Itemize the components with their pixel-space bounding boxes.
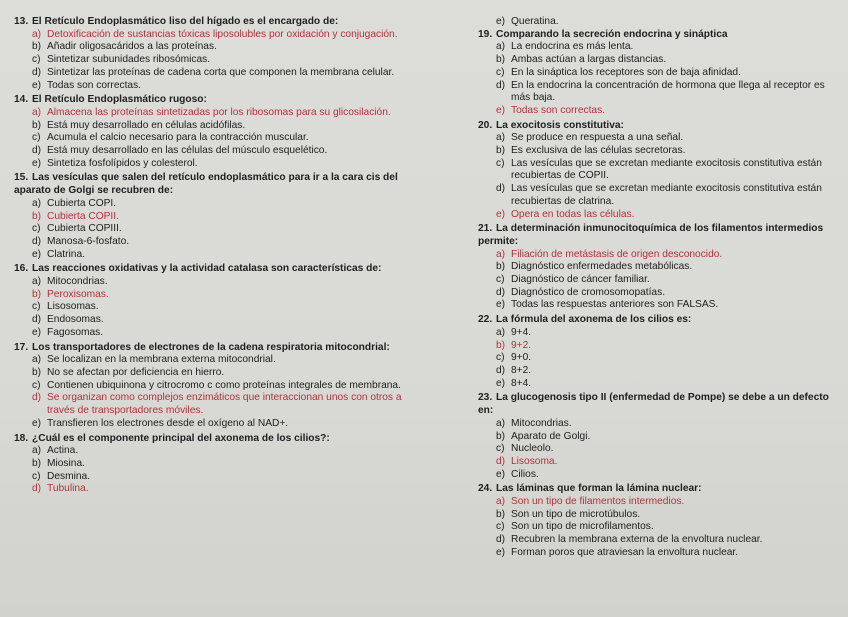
option-letter: a) [496, 496, 506, 508]
answer-option [32, 211, 419, 224]
option-text: Sintetiza fosfolípidos y colesterol. [47, 157, 198, 169]
question-block [478, 120, 844, 222]
option-text: Peroxisomas. [47, 288, 109, 300]
option-text: Sintetizar las proteínas de cadena corta que componen la membrana celular. [47, 66, 395, 78]
question-text [14, 16, 419, 29]
option-text: Son un tipo de filamentos intermedios. [511, 496, 685, 508]
option-letter: c) [496, 443, 505, 455]
question-number: 15. [14, 172, 29, 184]
option-text: Son un tipo de microfilamentos. [511, 521, 654, 533]
answer-option [32, 198, 419, 211]
option-letter: b) [496, 145, 506, 157]
option-letter: e) [496, 16, 506, 27]
option-letter: c) [496, 274, 505, 286]
question-text [14, 263, 419, 276]
answer-option [32, 223, 419, 236]
option-text: Almacena las proteínas sintetizadas por los ribosomas para su glicosilación. [47, 106, 391, 118]
question-text [478, 392, 844, 417]
answer-option [32, 367, 419, 380]
option-letter: d) [496, 534, 506, 546]
option-letter: a) [496, 248, 506, 260]
question-block [478, 223, 844, 312]
option-letter: a) [32, 106, 42, 118]
answer-option [32, 80, 419, 93]
option-text: Sintetizar subunidades ribosómicas. [47, 54, 211, 66]
option-text: Cubierta COPII. [47, 210, 119, 222]
option-text: En la endocrina la concentración de hormona que llega al receptor es más baja. [511, 79, 825, 104]
question-text [14, 172, 419, 197]
answer-option [496, 16, 844, 29]
option-text: Recubren la membrana externa de la envoltura nuclear. [511, 534, 763, 546]
option-letter: a) [496, 41, 506, 53]
question-stem: El Retículo Endoplasmático rugoso: [32, 94, 207, 106]
answer-option [496, 534, 844, 547]
question-stem: La fórmula del axonema de los cilios es: [496, 314, 692, 326]
answer-option [496, 80, 844, 105]
option-letter: d) [496, 455, 506, 467]
option-letter: d) [32, 314, 42, 326]
answer-option [496, 41, 844, 54]
answer-option [496, 431, 844, 444]
option-letter: b) [32, 119, 42, 131]
answer-option [32, 132, 419, 145]
option-text: Manosa-6-fosfato. [47, 235, 130, 247]
option-letter: d) [496, 183, 506, 195]
option-letter: a) [32, 28, 42, 40]
answer-option [32, 471, 419, 484]
answer-option [496, 158, 844, 183]
option-text: Clatrina. [47, 248, 85, 260]
option-text: Actina. [47, 445, 79, 457]
option-letter: d) [32, 66, 42, 78]
option-letter: a) [496, 417, 506, 429]
question-stem: Comparando la secreción endocrina y sináptica [496, 28, 728, 40]
answer-option [496, 521, 844, 534]
question-text [478, 29, 844, 42]
option-text: La endocrina es más lenta. [511, 41, 634, 53]
answer-option [32, 29, 419, 42]
option-letter: e) [32, 79, 42, 91]
option-text: Lisosoma. [511, 455, 558, 467]
answer-option [496, 547, 844, 560]
option-text: 9+2. [511, 339, 532, 351]
question-number: 17. [14, 341, 29, 353]
answer-option [32, 67, 419, 80]
option-letter: d) [496, 364, 506, 376]
option-letter: a) [32, 445, 42, 457]
option-text: Ambas actúan a largas distancias. [511, 54, 667, 66]
option-letter: e) [496, 208, 506, 220]
answer-option [32, 418, 419, 431]
question-stem: ¿Cuál es el componente principal del axonema de los cilios?: [32, 432, 330, 444]
option-text: Forman poros que atraviesan la envoltura nuclear. [511, 546, 739, 558]
option-letter: c) [496, 521, 505, 533]
answer-option [32, 392, 419, 417]
question-block [14, 94, 419, 170]
option-text: 8+4. [511, 377, 532, 389]
option-text: Nucleolo. [511, 443, 554, 455]
option-letter: c) [496, 352, 505, 364]
option-letter: a) [496, 132, 506, 144]
option-letter: b) [496, 54, 506, 66]
question-block [478, 483, 844, 559]
question-text [14, 433, 419, 446]
question-stem: Los transportadores de electrones de la cadena respiratoria mitocondrial: [32, 341, 390, 353]
answer-option [496, 132, 844, 145]
answer-option [496, 249, 844, 262]
option-letter: e) [496, 468, 506, 480]
answer-option [496, 54, 844, 67]
option-letter: b) [496, 508, 506, 520]
option-text: Detoxificación de sustancias tóxicas liposolubles por oxidación y conjugación. [47, 28, 398, 40]
question-stem: La determinación inmunocitoquímica de los filamentos intermedios permite: [478, 223, 824, 247]
option-letter: b) [32, 41, 42, 53]
answer-option [32, 249, 419, 262]
option-letter: d) [32, 235, 42, 247]
option-text: Mitocondrias. [511, 417, 572, 429]
option-letter: b) [32, 366, 42, 378]
option-letter: c) [32, 470, 41, 482]
question-block [478, 29, 844, 118]
answer-option [496, 418, 844, 431]
answer-option [496, 327, 844, 340]
option-letter: d) [32, 145, 42, 157]
question-number: 21. [478, 223, 493, 235]
option-letter: d) [496, 79, 506, 91]
question-number: 20. [478, 119, 493, 131]
option-text: Contienen ubiquinona y citrocromo c como proteínas integrales de membrana. [47, 379, 401, 391]
option-text: Diagnóstico de cromosomopatías. [511, 286, 666, 298]
option-text: Cubierta COPIII. [47, 223, 122, 235]
option-text: Diagnóstico enfermedades metabólicas. [511, 261, 693, 273]
option-text: Añadir oligosacáridos a las proteínas. [47, 41, 217, 53]
option-letter: d) [496, 286, 506, 298]
option-letter: c) [496, 66, 505, 78]
option-letter: a) [496, 326, 506, 338]
answer-option [32, 54, 419, 67]
question-text [14, 342, 419, 355]
answer-option [496, 299, 844, 312]
option-text: Las vesículas que se excretan mediante exocitosis constitutiva están recubiertas de clatrina. [511, 183, 822, 207]
answer-option [496, 145, 844, 158]
option-text: 8+2. [511, 364, 532, 376]
answer-option [32, 107, 419, 120]
answer-option [496, 365, 844, 378]
option-letter: b) [496, 261, 506, 273]
option-text: Transfieren los electrones desde el oxígeno al NAD+. [47, 417, 289, 429]
option-text: Se organizan como complejos enzimáticos que interaccionan unos con otros a través de transportadores móviles. [47, 392, 402, 417]
right-column [478, 16, 844, 562]
question-block [14, 342, 419, 431]
option-text: Es exclusiva de las células secretoras. [511, 145, 686, 157]
option-text: Queratina. [511, 16, 559, 27]
option-letter: c) [32, 223, 41, 235]
question-block [14, 172, 419, 261]
option-text: Todas las respuestas anteriores son FALSAS. [511, 299, 719, 311]
question-text [14, 94, 419, 107]
option-letter: c) [32, 132, 41, 144]
option-letter: b) [496, 430, 506, 442]
option-letter: e) [496, 546, 506, 558]
option-text: Desmina. [47, 470, 91, 482]
answer-option [32, 158, 419, 171]
answer-option [496, 287, 844, 300]
question-block [478, 314, 844, 390]
answer-option [32, 276, 419, 289]
option-letter: e) [496, 377, 506, 389]
option-text: Está muy desarrollado en células acidófilas. [47, 119, 246, 131]
option-text: 9+4. [511, 326, 532, 338]
option-letter: c) [32, 54, 41, 66]
left-column [14, 16, 419, 498]
option-letter: e) [496, 104, 506, 116]
option-letter: e) [32, 248, 42, 260]
question-number: 22. [478, 314, 493, 326]
option-letter: b) [496, 339, 506, 351]
option-text: Opera en todas las células. [511, 208, 635, 220]
answer-option [496, 469, 844, 482]
option-letter: e) [32, 326, 42, 338]
answer-option [496, 105, 844, 118]
question-number: 23. [478, 392, 493, 404]
option-text: Aparato de Golgi. [511, 430, 591, 442]
answer-option [32, 41, 419, 54]
option-letter: b) [32, 457, 42, 469]
option-text: Se localizan en la membrana externa mitocondrial. [47, 354, 276, 366]
option-text: Tubulina. [47, 483, 89, 495]
option-text: En la sináptica los receptores son de baja afinidad. [511, 66, 741, 78]
option-letter: e) [496, 299, 506, 311]
option-text: Todas son correctas. [47, 79, 141, 91]
option-text: Fagosomas. [47, 326, 104, 338]
option-letter: c) [32, 379, 41, 391]
answer-option [496, 456, 844, 469]
answer-option [32, 145, 419, 158]
answer-option [496, 496, 844, 509]
question-stem: Las reacciones oxidativas y la actividad catalasa son características de: [32, 263, 382, 275]
question-stem: Las vesículas que salen del retículo endoplasmático para ir a la cara cis del aparato de Golgi se recubren de: [14, 172, 398, 197]
answer-option [32, 314, 419, 327]
answer-option [32, 236, 419, 249]
option-text: Se produce en respuesta a una señal. [511, 132, 684, 144]
option-text: Lisosomas. [47, 301, 99, 313]
answer-option [32, 483, 419, 496]
question-text [478, 483, 844, 496]
option-letter: b) [32, 210, 42, 222]
question-block [478, 392, 844, 481]
option-text: Está muy desarrollado en las células del músculo esquelético. [47, 145, 328, 157]
option-text: Endosomas. [47, 314, 104, 326]
answer-option [496, 67, 844, 80]
answer-option [32, 289, 419, 302]
question-number: 24. [478, 483, 493, 495]
question-stem: Las láminas que forman la lámina nuclear: [496, 483, 702, 495]
option-text: Acumula el calcio necesario para la contracción muscular. [47, 132, 309, 144]
question-block [14, 16, 419, 92]
option-letter: b) [32, 288, 42, 300]
answer-option [496, 340, 844, 353]
answer-option [496, 209, 844, 222]
option-text: Cilios. [511, 468, 539, 480]
answer-option [496, 443, 844, 456]
option-text: No se afectan por deficiencia en hierro. [47, 366, 225, 378]
option-letter: d) [32, 392, 42, 404]
question-number: 16. [14, 263, 29, 275]
answer-option [496, 183, 844, 208]
option-text: 9+0. [511, 352, 532, 364]
option-letter: c) [496, 157, 505, 169]
answer-option [496, 509, 844, 522]
option-letter: a) [32, 354, 42, 366]
option-letter: d) [32, 483, 42, 495]
answer-option [32, 380, 419, 393]
option-text: Filiación de metástasis de origen desconocido. [511, 248, 723, 260]
question-block [14, 433, 419, 497]
option-text: Miosina. [47, 457, 85, 469]
question-stem: La exocitosis constitutiva: [496, 119, 624, 131]
answer-option [32, 354, 419, 367]
answer-option [32, 301, 419, 314]
answer-option [32, 327, 419, 340]
answer-option [496, 261, 844, 274]
question-text [478, 120, 844, 133]
option-letter: e) [32, 417, 42, 429]
question-block [14, 263, 419, 339]
answer-option [496, 352, 844, 365]
answer-option [32, 445, 419, 458]
option-text: Diagnóstico de cáncer familiar. [511, 274, 650, 286]
answer-option [32, 458, 419, 471]
question-text [478, 223, 844, 248]
option-letter: a) [32, 276, 42, 288]
option-text: Todas son correctas. [511, 104, 605, 116]
question-number: 18. [14, 432, 29, 444]
answer-option [496, 274, 844, 287]
question-number: 14. [14, 94, 29, 106]
option-text: Mitocondrias. [47, 276, 108, 288]
question-text [478, 314, 844, 327]
question-stem: La glucogenosis tipo II (enfermedad de Pompe) se debe a un defecto en: [478, 392, 829, 417]
option-letter: a) [32, 197, 42, 209]
answer-option [496, 378, 844, 391]
option-letter: e) [32, 157, 42, 169]
option-text: Las vesículas que se excretan mediante exocitosis constitutiva están recubiertas de COPII. [511, 157, 822, 182]
question-number: 19. [478, 28, 493, 40]
question-stem: El Retículo Endoplasmático liso del hígado es el encargado de: [32, 16, 339, 27]
option-text: Cubierta COPI. [47, 197, 117, 209]
answer-option [32, 120, 419, 133]
option-letter: c) [32, 301, 41, 313]
question-number: 13. [14, 16, 29, 27]
option-text: Son un tipo de microtúbulos. [511, 508, 641, 520]
